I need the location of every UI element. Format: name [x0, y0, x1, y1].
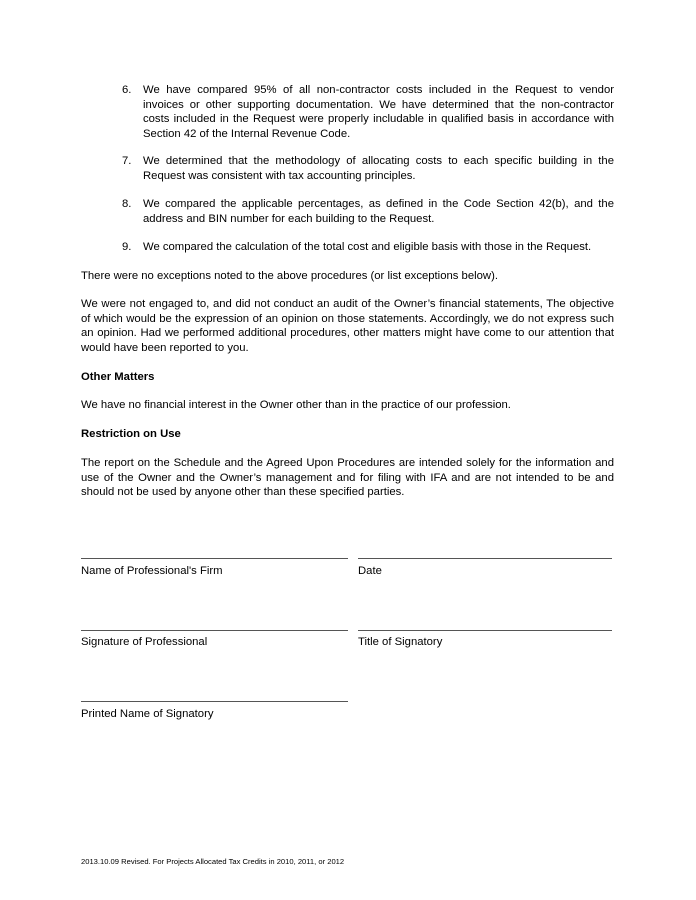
item-text: We compared the calculation of the total cost and eligible basis with those in the Request. — [143, 241, 592, 253]
item-text: We compared the applicable percentages, as defined in the Code Section 42(b), and the address and BIN number for each building to the Request. — [143, 198, 614, 225]
procedure-item-9 — [122, 240, 614, 255]
signature-label: Signature of Professional — [81, 636, 208, 648]
title-signature-line — [358, 630, 612, 631]
item-text: We have compared 95% of all non-contractor costs included in the Request to vendor invoices or other supporting documentation. We have determined that the non-contractor costs included in the Request were properly includable in qualified basis in accordance with Section 42 of the Internal Revenue Code. — [143, 84, 614, 140]
exceptions-note: There were no exceptions noted to the above procedures (or list exceptions below). — [81, 270, 498, 282]
printed-name-line — [81, 701, 348, 702]
procedure-item-6 — [122, 83, 614, 141]
title-label: Title of Signatory — [358, 636, 443, 648]
other-matters-text: We have no financial interest in the Owner other than in the practice of our profession. — [81, 399, 511, 411]
restriction-heading: Restriction on Use — [81, 428, 181, 440]
professional-signature-line — [81, 630, 348, 631]
date-label: Date — [358, 565, 382, 577]
item-number: 7. — [122, 155, 132, 167]
item-text: We determined that the methodology of allocating costs to each specific building in the Request was consistent with tax accounting principles. — [143, 155, 614, 182]
restriction-text: The report on the Schedule and the Agreed Upon Procedures are intended solely for the information and use of the Owner and the Owner’s management and for filing with IFA and are not intended to be and should not be used by anyone other than these specified parties. — [81, 457, 614, 499]
item-number: 8. — [122, 198, 132, 210]
procedure-item-8 — [122, 197, 614, 226]
firm-label: Name of Professional's Firm — [81, 565, 223, 577]
not-engaged-paragraph: We were not engaged to, and did not conduct an audit of the Owner’s financial statements, The objective of which would be the expression of an opinion on those statements. Accordingly, we do not express such an opinion. Had we performed additional procedures, other matters might have come to our attention that would have been reported to you. — [81, 298, 614, 354]
date-signature-line — [358, 558, 612, 559]
printed-name-label: Printed Name of Signatory — [81, 708, 214, 720]
item-number: 6. — [122, 84, 132, 96]
firm-signature-line — [81, 558, 348, 559]
other-matters-heading: Other Matters — [81, 371, 155, 383]
item-number: 9. — [122, 241, 132, 253]
procedure-item-7 — [122, 154, 614, 183]
revision-footer: 2013.10.09 Revised. For Projects Allocated Tax Credits in 2010, 2011, or 2012 — [81, 857, 345, 866]
